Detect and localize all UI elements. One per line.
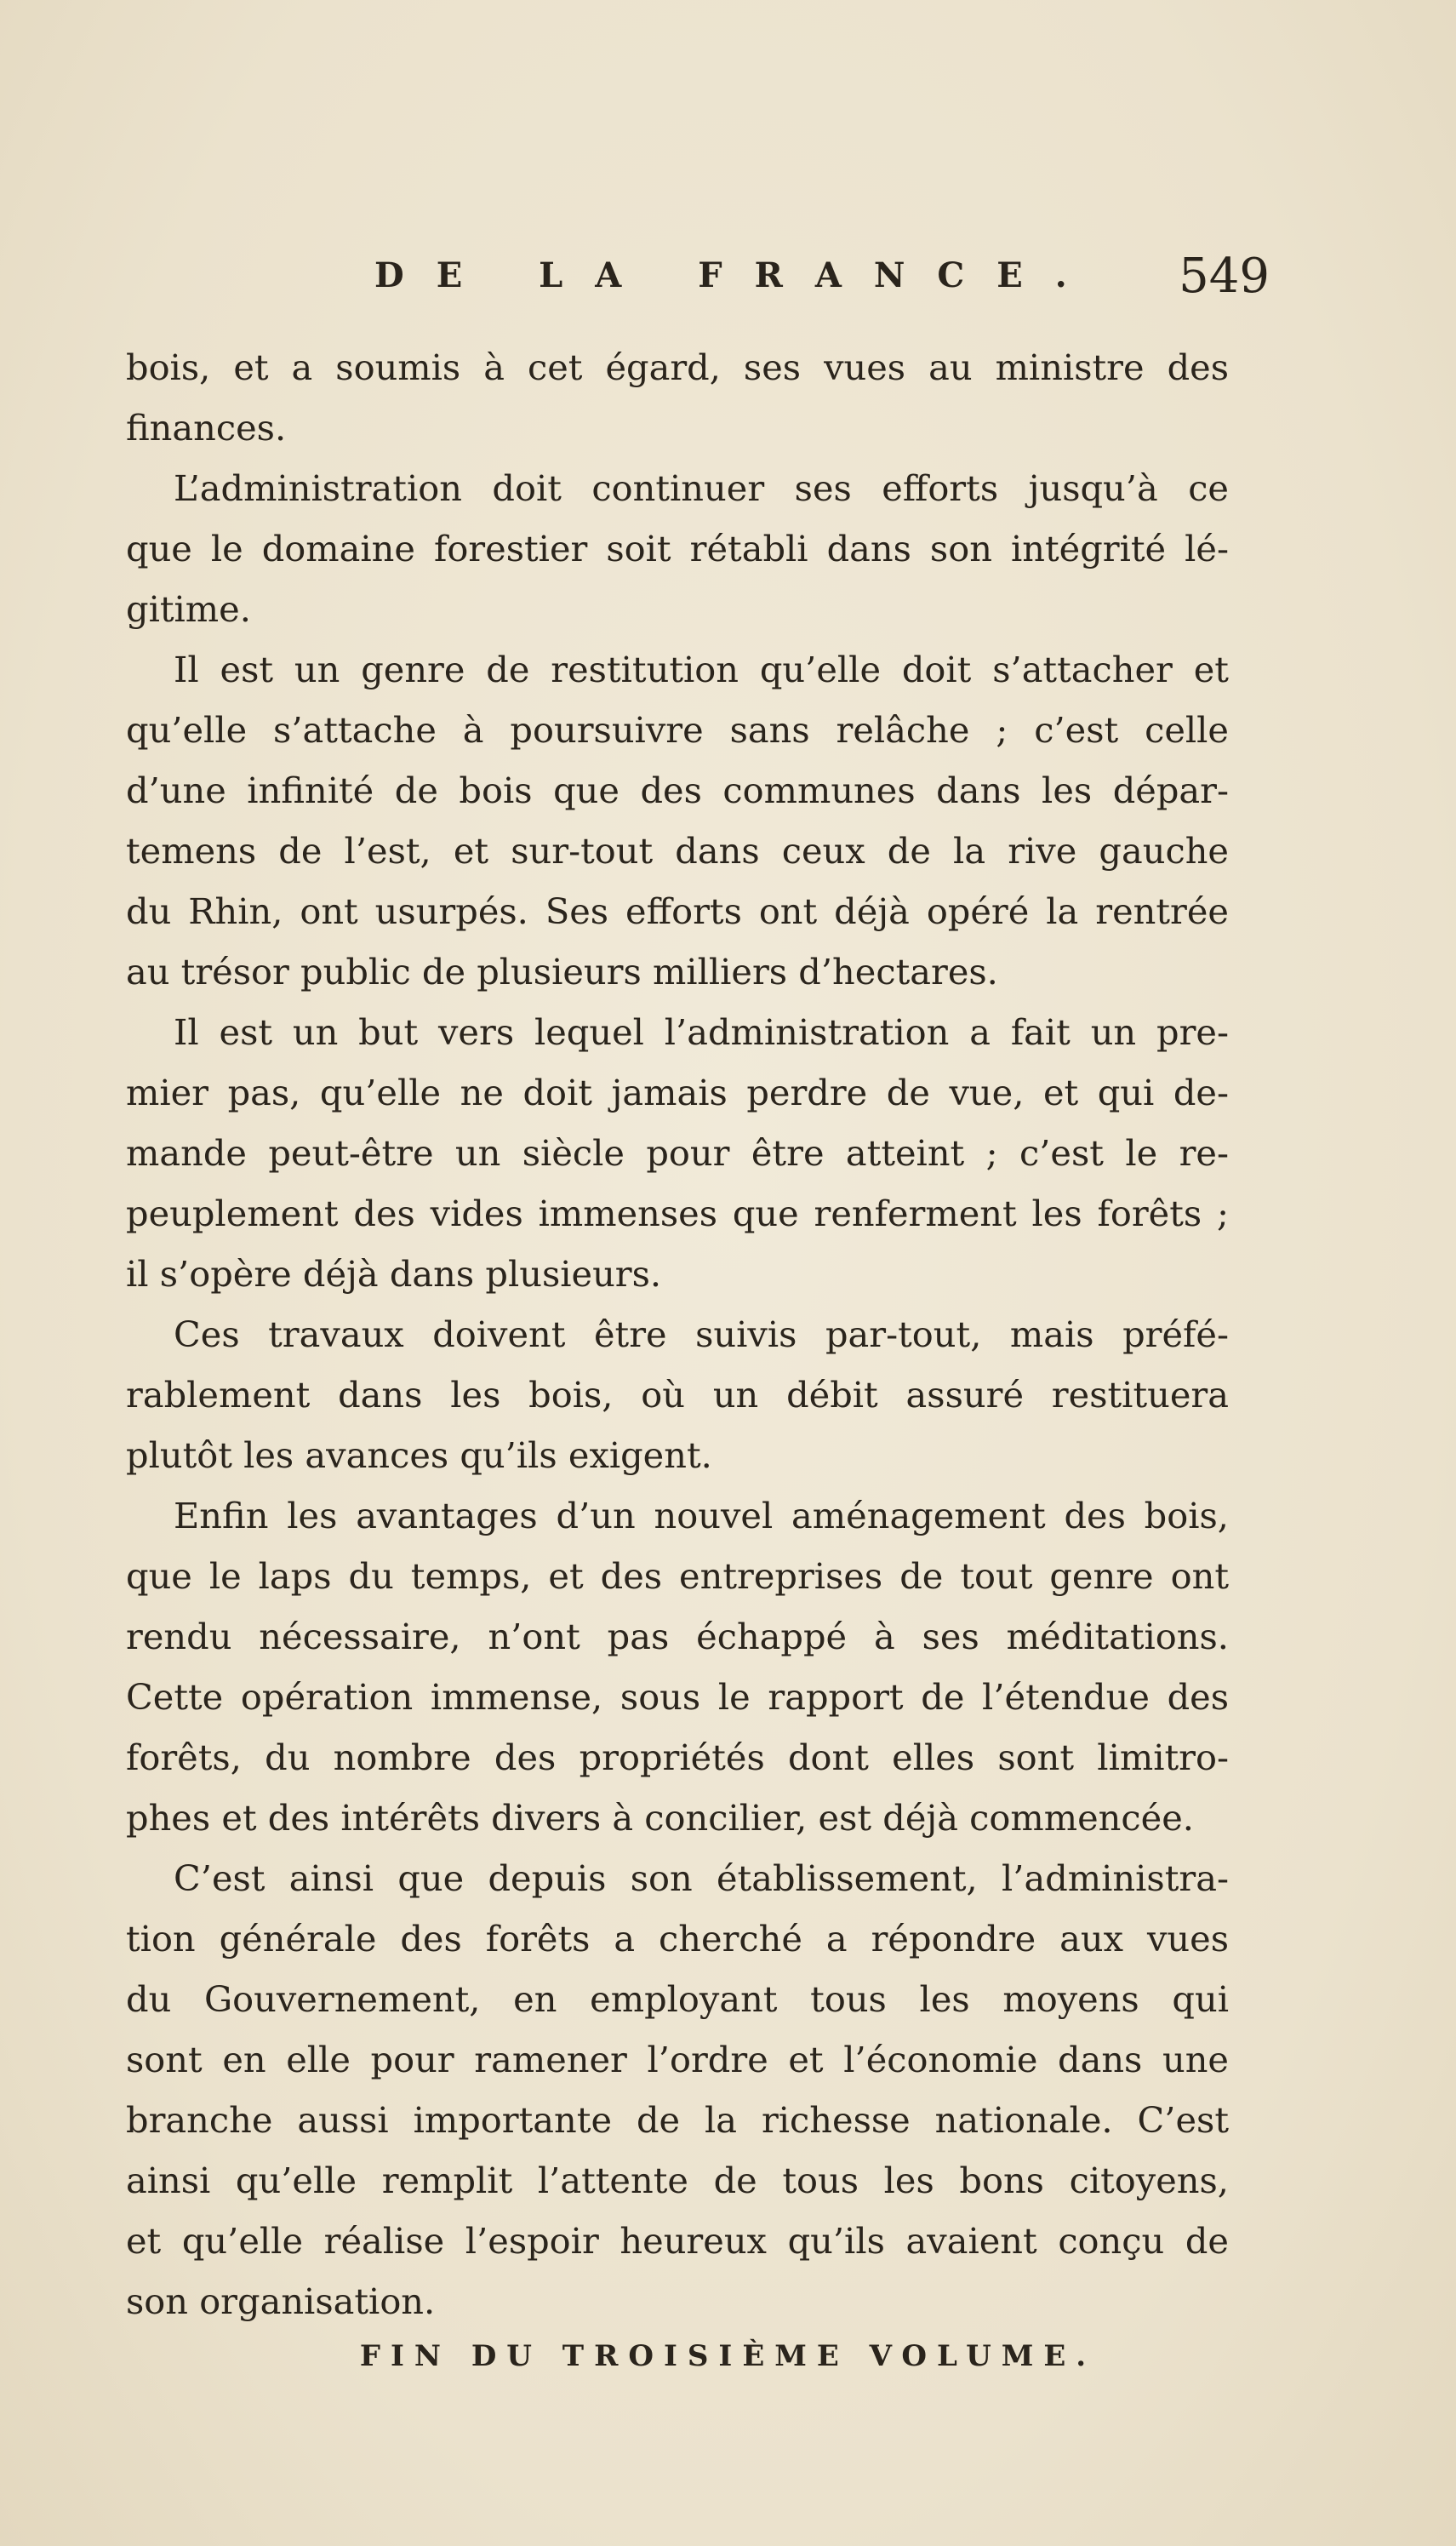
text-line: mande peut-être un siècle pour être atteint ; c’est le re- xyxy=(126,1132,1229,1174)
text-line: d’une infinité de bois que des communes dans les dépar- xyxy=(126,770,1229,811)
text-line: il s’opère déjà dans plusieurs. xyxy=(126,1253,662,1295)
text-line: sont en elle pour ramener l’ordre et l’économie dans une xyxy=(126,2039,1229,2080)
text-line: tion générale des forêts a cherché a répondre aux vues xyxy=(126,1918,1229,1960)
text-line: du Rhin, ont usurpés. Ses efforts ont déjà opéré la rentrée xyxy=(126,890,1229,932)
text-line: que le domaine forestier soit rétabli dans son intégrité lé- xyxy=(126,528,1229,569)
text-line: que le laps du temps, et des entreprises de tout genre ont xyxy=(126,1555,1229,1597)
page-header xyxy=(374,249,1270,317)
text-line: ainsi qu’elle remplit l’attente de tous les bons citoyens, xyxy=(126,2160,1229,2201)
text-line: finances. xyxy=(126,407,287,449)
text-line: rablement dans les bois, où un débit assuré restituera xyxy=(126,1374,1229,1416)
text-line: Cette opération immense, sous le rapport de l’étendue des xyxy=(126,1676,1229,1718)
text-line: L’administration doit continuer ses efforts jusqu’à ce xyxy=(174,467,1229,509)
text-line: peuplement des vides immenses que renferment les forêts ; xyxy=(126,1193,1229,1234)
text-line: et qu’elle réalise l’espoir heureux qu’ils avaient conçu de xyxy=(126,2220,1229,2262)
running-head: DE LA FRANCE. xyxy=(374,255,1099,295)
text-line: phes et des intérêts divers à concilier, est déjà commencée. xyxy=(126,1797,1194,1839)
text-line: bois, et a soumis à cet égard, ses vues au ministre des xyxy=(126,346,1229,388)
text-line: au trésor public de plusieurs milliers d’hectares. xyxy=(126,951,998,993)
text-line: Il est un genre de restitution qu’elle doit s’attacher et xyxy=(174,649,1229,690)
text-line: son organisation. xyxy=(126,2280,436,2322)
text-line: qu’elle s’attache à poursuivre sans relâche ; c’est celle xyxy=(126,709,1229,751)
text-line: forêts, du nombre des propriétés dont elles sont limitro- xyxy=(126,1736,1229,1778)
text-line: Enfin les avantages d’un nouvel aménagement des bois, xyxy=(174,1495,1229,1536)
text-line: plutôt les avances qu’ils exigent. xyxy=(126,1434,712,1476)
text-line: branche aussi importante de la richesse nationale. C’est xyxy=(126,2099,1229,2141)
text-line: mier pas, qu’elle ne doit jamais perdre de vue, et qui de- xyxy=(126,1072,1229,1113)
text-line: Ces travaux doivent être suivis par-tout, mais préfé- xyxy=(174,1313,1229,1355)
text-line: temens de l’est, et sur-tout dans ceux de la rive gauche xyxy=(126,830,1229,872)
text-line: C’est ainsi que depuis son établissement, l’administra- xyxy=(174,1857,1229,1899)
text-line: Il est un but vers lequel l’administration a fait un pre- xyxy=(174,1011,1229,1053)
end-of-volume-note: FIN DU TROISIÈME VOLUME. xyxy=(359,2339,1097,2373)
text-line: gitime. xyxy=(126,588,251,630)
text-line: rendu nécessaire, n’ont pas échappé à ses méditations. xyxy=(126,1616,1229,1657)
body-text xyxy=(126,337,1229,2331)
page-number: 549 xyxy=(1179,249,1270,304)
text-line: du Gouvernement, en employant tous les moyens qui xyxy=(126,1978,1229,2020)
